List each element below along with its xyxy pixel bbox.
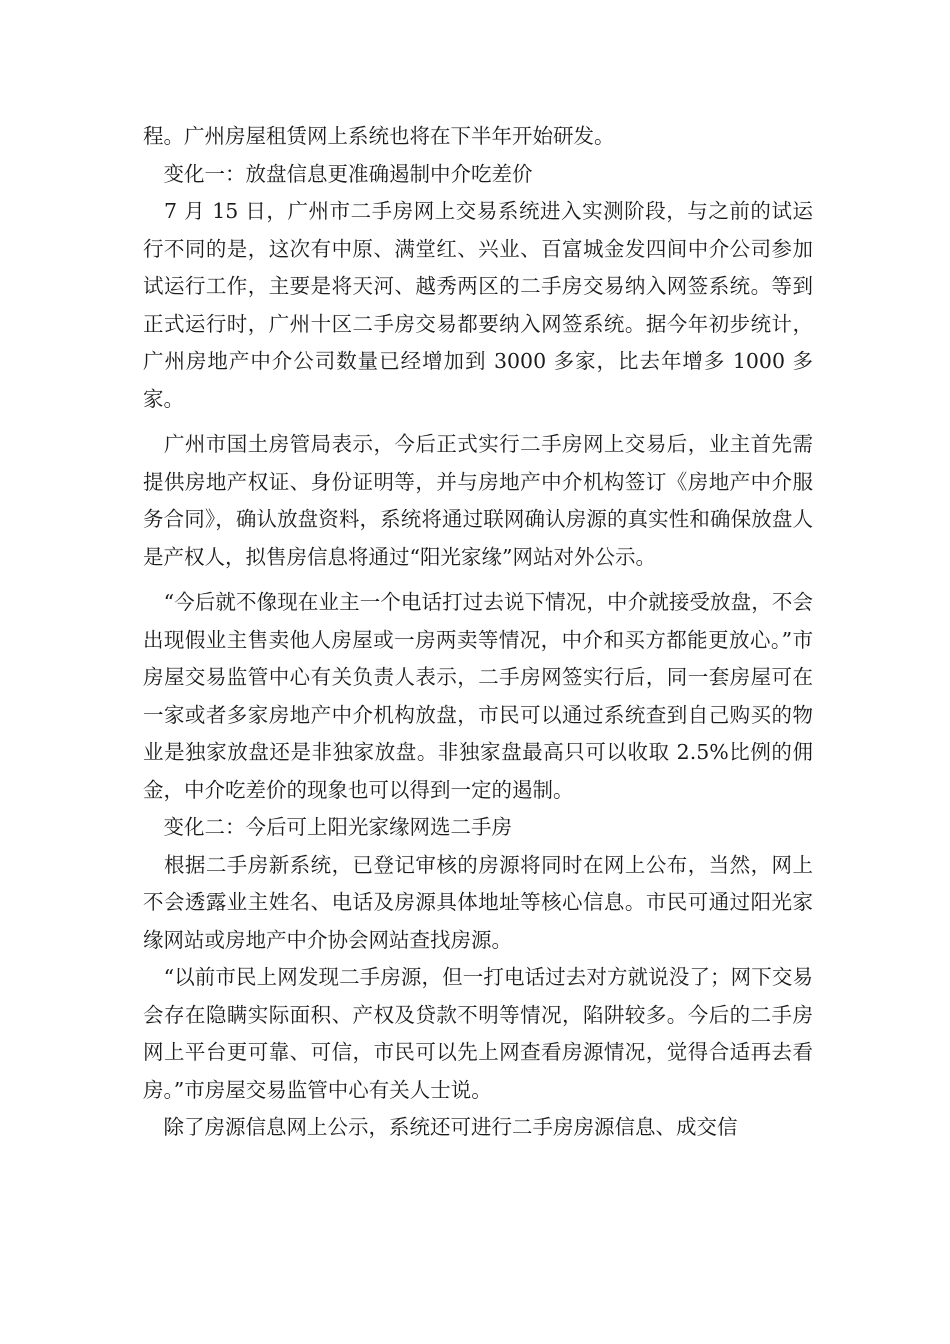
paragraph-new-system-listing: 根据二手房新系统，已登记审核的房源将同时在网上公布，当然，网上不会透露业主姓名、电话及房源具体地址等核心信息。市民可通过阳光家缘网站或房地产中介协会网站查找房源。 [143,852,813,952]
paragraph-continuation: 程。广州房屋租赁网上系统也将在下半年开始研发。 [143,124,615,148]
document-body [143,118,813,1147]
section-heading-change-one: 变化一：放盘信息更准确遏制中介吃差价 [143,161,533,186]
paragraph-regulator-quote: “今后就不像现在业主一个电话打过去说下情况，中介就接受放盘，不会出现假业主售卖他人房屋或一房两卖等情况，中介和买方都能更放心。”市房屋交易监管中心有关负责人表示，二手房网签实行后，同一套房屋可在一家或者多家房地产中介机构放盘，市民可以通过系统查到自己购买的物业是独家放盘还是非独家放盘。非独家盘最高只可以收取 2.5%比例的佣金，中介吃差价的现象也可以得到一定的遏制。 [143,590,813,802]
paragraph-land-bureau-statement: 广州市国土房管局表示，今后正式实行二手房网上交易后，业主首先需提供房地产权证、身份证明等，并与房地产中介机构签订《房地产中介服务合同》，确认放盘资料，系统将通过联网确认房源的真实性和确保放盘人是产权人，拟售房信息将通过“阳光家缘”网站对外公示。 [143,432,813,569]
section-heading-change-two: 变化二：今后可上阳光家缘网选二手房 [143,815,512,839]
paragraph-july-15-trial: 7 月 15 日，广州市二手房网上交易系统进入实测阶段，与之前的试运行不同的是，这次有中原、满堂红、兴业、百富城金发四间中介公司参加试运行工作，主要是将天河、越秀两区的二手房交易纳入网签系统。等到正式运行时，广州十区二手房交易都要纳入网签系统。据今年初步统计，广州房地产中介公司数量已经增加到 3000 多家，比去年增多 1000 多家。 [143,199,813,411]
paragraph-closing-partial: 除了房源信息网上公示，系统还可进行二手房房源信息、成交信 [143,1115,738,1139]
paragraph-citizen-quote: “以前市民上网发现二手房源，但一打电话过去对方就说没了；网下交易会存在隐瞒实际面积、产权及贷款不明等情况，陷阱较多。今后的二手房网上平台更可靠、可信，市民可以先上网查看房源情况，觉得合适再去看房。”市房屋交易监管中心有关人士说。 [143,965,813,1102]
